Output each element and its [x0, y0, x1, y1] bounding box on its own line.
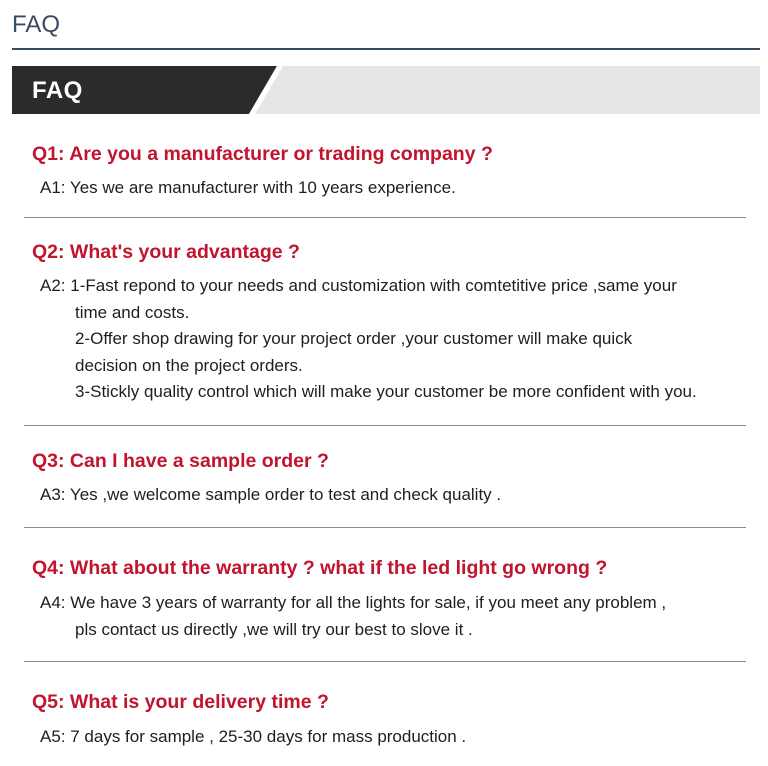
banner-background [12, 66, 760, 114]
answer-line: time and costs. [75, 302, 190, 322]
faq-answer-5 [40, 724, 466, 751]
faq-divider [24, 527, 746, 528]
heading-underline [12, 48, 760, 50]
answer-line: pls contact us directly ,we will try our best to slove it . [75, 619, 473, 639]
page-title: FAQ [12, 11, 61, 38]
faq-banner [12, 66, 760, 114]
answer-line: A1: Yes we are manufacturer with 10 years experience. [40, 178, 456, 197]
answer-line: A5: 7 days for sample , 25-30 days for mass production . [40, 727, 467, 746]
answer-line: A2: 1-Fast repond to your needs and customization with comtetitive price ,same your [40, 276, 677, 295]
faq-question-5: Q5: What is your delivery time ? [32, 691, 329, 713]
faq-answer-3 [40, 482, 501, 509]
answer-line: 3-Stickly quality control which will make your customer be more confident with you. [75, 382, 697, 401]
faq-divider [24, 217, 746, 218]
answer-line: 2-Offer shop drawing for your project order ,your customer will make quick [75, 329, 633, 348]
answer-line: A3: Yes ,we welcome sample order to test and check quality . [40, 485, 502, 504]
answer-line: decision on the project orders. [75, 355, 303, 375]
faq-answer-2 [40, 273, 697, 406]
faq-question-1: Q1: Are you a manufacturer or trading company ? [32, 143, 493, 165]
banner-title: FAQ [32, 77, 83, 104]
faq-question-3: Q3: Can I have a sample order ? [32, 450, 329, 472]
faq-question-2: Q2: What's your advantage ? [32, 241, 300, 263]
faq-answer-1 [40, 175, 456, 202]
faq-answer-4 [40, 590, 666, 643]
faq-question-4: Q4: What about the warranty ? what if the led light go wrong ? [32, 557, 608, 579]
answer-line: A4: We have 3 years of warranty for all the lights for sale, if you meet any problem , [40, 593, 667, 612]
faq-divider [24, 425, 746, 426]
faq-divider [24, 661, 746, 662]
